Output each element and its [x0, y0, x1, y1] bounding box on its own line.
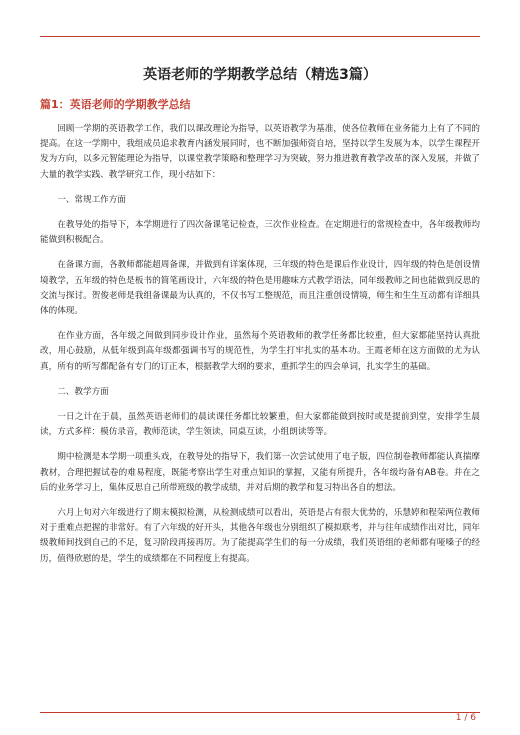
sub-heading-teaching: 二、教学方面 [57, 386, 109, 397]
footer-rule [40, 712, 480, 713]
sub-heading-routine: 一、常规工作方面 [57, 194, 126, 205]
section-title: 篇1：英语老师的学期教学总结 [40, 98, 191, 111]
paragraph-inspection: 在教导处的指导下，本学期进行了四次备课笔记检查，三次作业检查。在定期进行的常规检查中，各年级教师均能做到积极配合。 [40, 220, 480, 246]
paragraph-homework: 在作业方面，各年级之间做到同步设计作业，虽然每个英语教师的教学任务都比较重，但大家都能坚持认真批改，用心鼓励，从低年级到高年级都强调书写的规范性，为学生打牢扎实的基本功。王霞老师在这方面做的尤为认真，所有的听写都配备有专门的订正本，根据教学大纲的要求，重抓学生的四会单词，扎实学生的基础。 [40, 331, 480, 372]
page-number: 1 / 6 [455, 713, 476, 723]
paragraph-intro: 回顾一学期的英语教学工作，我们以课改理论为指导，以英语教学为基准，使各位教师在业务能力上有了不同的提高。在这一学期中，我组成员追求教育内涵发展同时，也不断加强师资自培，坚持以学生发展为本，以学生课程开发为方向，以多元智能理论为指导，以课堂教学策略和整理学习为突破，努力推进教育教学改革的深入发展，并做了大量的教学实践、教学研究工作，现小结如下： [40, 124, 480, 180]
paragraph-midterm: 期中检测是本学期一项重头戏，在教导处的指导下，我们第一次尝试使用了电子版，四位制卷教师都能认真揣摩教材，合理把握试卷的难易程度，既能考察出学生对重点知识的掌握，又能有所提升，各年级均备有AB卷。并在之后的业务学习上，集体反思自己所带班级的教学成绩，并对后期的教学和复习特出各自的想法。 [40, 452, 480, 493]
paragraph-final-mock: 六月上旬对六年级进行了期末模拟检测，从检测成绩可以看出，英语是占有很大优势的，乐慧婷和程荣两位教师对于重难点把握的非常好。有了六年级的好开头，其他各年级也分别组织了模拟联考，并与往年成绩作出对比，同年级教师间找到自己的不足，复习阶段再接再厉。为了能提高学生们的每一分成绩，我们英语组的老师都有哑嗓子的经历，值得欣慰的是，学生的成绩都在不同程度上有提高。 [40, 508, 480, 564]
paragraph-morning-reading: 一日之计在于晨，虽然英语老师们的晨读课任务都比较繁重，但大家都能做到按时或是提前到堂，安排学生晨读，方式多样：模仿录音，教师范读，学生领读，同桌互读，小组朗读等等。 [40, 412, 480, 438]
document-body [40, 56, 480, 577]
header-rule [40, 36, 480, 37]
paragraph-lesson-prep: 在备课方面，各教师都能超周备课，并做到有详案体现，三年级的特色是课后作业设计，四年级的特色是创设情境教学，五年级的特色是板书的简笔画设计，六年级的特色是用趣味方式教学语法，同年级教师之间也能做到反思的交流与探讨。贺俊老师是我组备课最为认真的，不仅书写工整规范，而且注重创设情境，师生和生生互动都有详细具体的体现。 [40, 260, 480, 317]
document-title: 英语老师的学期教学总结（精选3篇） [143, 67, 377, 83]
